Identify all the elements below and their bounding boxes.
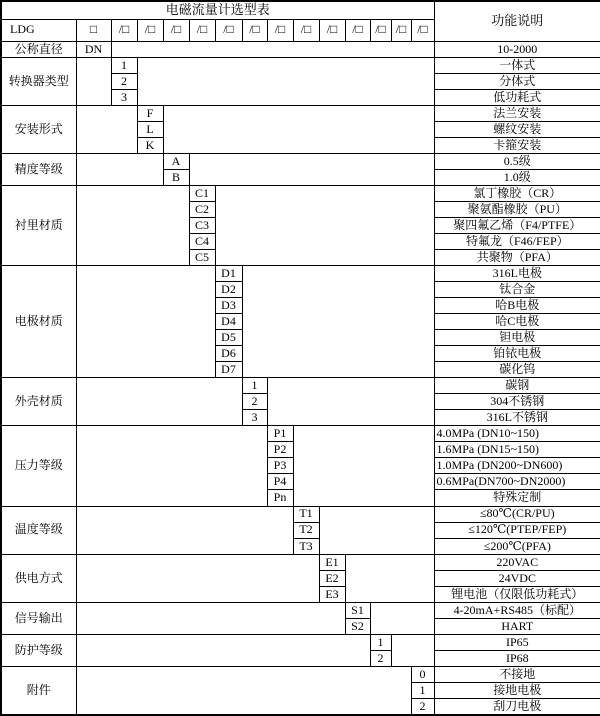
code-lining-C4: C4 — [189, 233, 215, 249]
code-electrode-D7: D7 — [215, 362, 242, 378]
desc-pressure-P4: 0.6MPa(DN700~DN2000) — [434, 474, 600, 490]
label-converter-type: 转换器类型 — [1, 57, 76, 105]
desc-installation-L: 螺纹安装 — [434, 121, 600, 137]
code-electrode-D2: D2 — [215, 282, 242, 298]
desc-lining-C2: 聚氨酯橡胶（PU） — [434, 201, 600, 217]
code-accessories-1: 1 — [411, 682, 434, 698]
desc-electrode-D5: 钽电极 — [434, 330, 600, 346]
label-protection: 防护等级 — [1, 634, 76, 666]
desc-diameter-DN: 10-2000 — [434, 41, 600, 57]
code-accuracy-B: B — [163, 169, 189, 185]
model-slot-6: /□ — [242, 19, 267, 41]
gap-left-lining — [76, 185, 189, 265]
gap-right-lining — [215, 185, 434, 265]
desc-pressure-Pn: 特殊定制 — [434, 490, 600, 506]
row-pressure-P1 — [1, 426, 600, 442]
code-pressure-P3: P3 — [267, 458, 293, 474]
function-column-header: 功能说明 — [434, 1, 600, 41]
desc-converter-type-3: 低功耗式 — [434, 89, 600, 105]
code-accessories-0: 0 — [411, 666, 434, 682]
label-pressure: 压力等级 — [1, 426, 76, 506]
gap-right-temperature — [319, 506, 434, 554]
model-slot-4: /□ — [189, 19, 215, 41]
gap-right-power-supply — [345, 554, 434, 602]
title-row — [1, 1, 600, 19]
gap-right-pressure — [293, 426, 434, 506]
desc-pressure-P3: 1.0MPa (DN200~DN600) — [434, 458, 600, 474]
code-accessories-2: 2 — [411, 698, 434, 715]
row-electrode-D1 — [1, 266, 600, 282]
code-power-supply-E3: E3 — [319, 586, 345, 602]
model-prefix: LDG — [1, 19, 76, 41]
code-lining-C3: C3 — [189, 217, 215, 233]
desc-power-supply-E1: 220VAC — [434, 554, 600, 570]
label-housing: 外壳材质 — [1, 378, 76, 426]
code-pressure-P1: P1 — [267, 426, 293, 442]
code-accuracy-A: A — [163, 153, 189, 169]
model-slot-13: /□ — [411, 19, 434, 41]
code-pressure-P4: P4 — [267, 474, 293, 490]
desc-temperature-T3: ≤200℃(PFA) — [434, 538, 600, 554]
code-lining-C1: C1 — [189, 185, 215, 201]
desc-housing-1: 碳钢 — [434, 378, 600, 394]
code-converter-type-3: 3 — [111, 89, 137, 105]
model-slot-2: /□ — [137, 19, 163, 41]
desc-electrode-D1: 316L电极 — [434, 266, 600, 282]
model-slot-5: /□ — [215, 19, 242, 41]
desc-power-supply-E3: 锂电池（仅限低功耗式） — [434, 586, 600, 602]
code-diameter-DN: DN — [76, 41, 111, 57]
code-electrode-D1: D1 — [215, 266, 242, 282]
desc-accessories-0: 不接地 — [434, 666, 600, 682]
desc-installation-K: 卡箍安装 — [434, 137, 600, 153]
code-temperature-T2: T2 — [293, 522, 319, 538]
label-lining: 衬里材质 — [1, 185, 76, 265]
row-lining-C1 — [1, 185, 600, 201]
code-signal-output-S2: S2 — [345, 618, 370, 634]
code-electrode-D3: D3 — [215, 298, 242, 314]
groups-body — [1, 41, 600, 715]
gap-left-converter-type — [76, 57, 111, 105]
model-slot-10: /□ — [345, 19, 370, 41]
code-power-supply-E2: E2 — [319, 570, 345, 586]
code-pressure-P2: P2 — [267, 442, 293, 458]
gap-left-power-supply — [76, 554, 319, 602]
code-installation-F: F — [137, 105, 163, 121]
code-installation-L: L — [137, 121, 163, 137]
desc-lining-C5: 共聚物（PFA） — [434, 250, 600, 266]
desc-lining-C1: 氯丁橡胶（CR） — [434, 185, 600, 201]
label-diameter: 公称直径 — [1, 41, 76, 57]
page-title: 电磁流量计选型表 — [1, 1, 434, 19]
gap-left-installation — [76, 105, 137, 153]
code-power-supply-E1: E1 — [319, 554, 345, 570]
desc-installation-F: 法兰安装 — [434, 105, 600, 121]
label-accessories: 附件 — [1, 666, 76, 715]
gap-left-temperature — [76, 506, 293, 554]
gap-left-pressure — [76, 426, 267, 506]
row-power-supply-E1 — [1, 554, 600, 570]
desc-power-supply-E2: 24VDC — [434, 570, 600, 586]
gap-right-converter-type — [137, 57, 434, 105]
gap-right-housing — [267, 378, 434, 426]
row-housing-1 — [1, 378, 600, 394]
gap-left-electrode — [76, 266, 215, 378]
code-housing-2: 2 — [242, 394, 267, 410]
desc-pressure-P2: 1.6MPa (DN15~150) — [434, 442, 600, 458]
model-slot-11: /□ — [370, 19, 391, 41]
desc-converter-type-1: 一体式 — [434, 57, 600, 73]
model-slot-1: /□ — [111, 19, 137, 41]
code-installation-K: K — [137, 137, 163, 153]
desc-electrode-D3: 哈B电极 — [434, 298, 600, 314]
desc-converter-type-2: 分体式 — [434, 73, 600, 89]
desc-temperature-T1: ≤80℃(CR/PU) — [434, 506, 600, 522]
desc-housing-2: 304不锈钢 — [434, 394, 600, 410]
code-pressure-Pn: Pn — [267, 490, 293, 506]
gap-left-housing — [76, 378, 242, 426]
code-lining-C5: C5 — [189, 250, 215, 266]
desc-lining-C3: 聚四氟乙烯（F4/PTFE） — [434, 217, 600, 233]
desc-protection-2: IP68 — [434, 650, 600, 666]
desc-housing-3: 316L不锈钢 — [434, 410, 600, 426]
gap-right-electrode — [242, 266, 434, 378]
gap-right-signal-output — [370, 602, 434, 634]
desc-electrode-D7: 碳化钨 — [434, 362, 600, 378]
code-temperature-T3: T3 — [293, 538, 319, 554]
label-signal-output: 信号输出 — [1, 602, 76, 634]
desc-electrode-D6: 铂铱电极 — [434, 346, 600, 362]
desc-temperature-T2: ≤120℃(PTEP/FEP) — [434, 522, 600, 538]
model-slot-3: /□ — [163, 19, 189, 41]
label-power-supply: 供电方式 — [1, 554, 76, 602]
row-diameter-DN — [1, 41, 600, 57]
row-installation-F — [1, 105, 600, 121]
code-lining-C2: C2 — [189, 201, 215, 217]
code-housing-3: 3 — [242, 410, 267, 426]
code-electrode-D6: D6 — [215, 346, 242, 362]
model-slot-12: /□ — [391, 19, 411, 41]
code-housing-1: 1 — [242, 378, 267, 394]
gap-left-signal-output — [76, 602, 345, 634]
label-accuracy: 精度等级 — [1, 153, 76, 185]
desc-protection-1: IP65 — [434, 634, 600, 650]
desc-lining-C4: 特氟龙（F46/FEP） — [434, 233, 600, 249]
label-electrode: 电极材质 — [1, 266, 76, 378]
row-converter-type-1 — [1, 57, 600, 73]
gap-left-protection — [76, 634, 370, 666]
desc-signal-output-S2: HART — [434, 618, 600, 634]
code-protection-1: 1 — [370, 634, 391, 650]
row-signal-output-S1 — [1, 602, 600, 618]
row-protection-1 — [1, 634, 600, 650]
model-box: □ — [76, 19, 111, 41]
row-accessories-0 — [1, 666, 600, 682]
gap-right-protection — [391, 634, 434, 666]
model-slot-9: /□ — [319, 19, 345, 41]
code-signal-output-S1: S1 — [345, 602, 370, 618]
desc-electrode-D2: 钛合金 — [434, 282, 600, 298]
row-temperature-T1 — [1, 506, 600, 522]
code-temperature-T1: T1 — [293, 506, 319, 522]
label-temperature: 温度等级 — [1, 506, 76, 554]
gap-diameter — [111, 41, 434, 57]
model-slot-8: /□ — [293, 19, 319, 41]
code-protection-2: 2 — [370, 650, 391, 666]
code-converter-type-1: 1 — [111, 57, 137, 73]
desc-accessories-1: 接地电极 — [434, 682, 600, 698]
gap-right-accuracy — [189, 153, 434, 185]
desc-pressure-P1: 4.0MPa (DN10~150) — [434, 426, 600, 442]
code-electrode-D4: D4 — [215, 314, 242, 330]
desc-accuracy-A: 0.5级 — [434, 153, 600, 169]
desc-accessories-2: 刮刀电极 — [434, 698, 600, 715]
desc-signal-output-S1: 4-20mA+RS485（标配） — [434, 602, 600, 618]
gap-left-accessories — [76, 666, 411, 715]
code-electrode-D5: D5 — [215, 330, 242, 346]
row-accuracy-A — [1, 153, 600, 169]
label-installation: 安装形式 — [1, 105, 76, 153]
gap-left-accuracy — [76, 153, 163, 185]
gap-right-installation — [163, 105, 434, 153]
code-converter-type-2: 2 — [111, 73, 137, 89]
desc-electrode-D4: 哈C电极 — [434, 314, 600, 330]
desc-accuracy-B: 1.0级 — [434, 169, 600, 185]
model-slot-7: /□ — [267, 19, 293, 41]
